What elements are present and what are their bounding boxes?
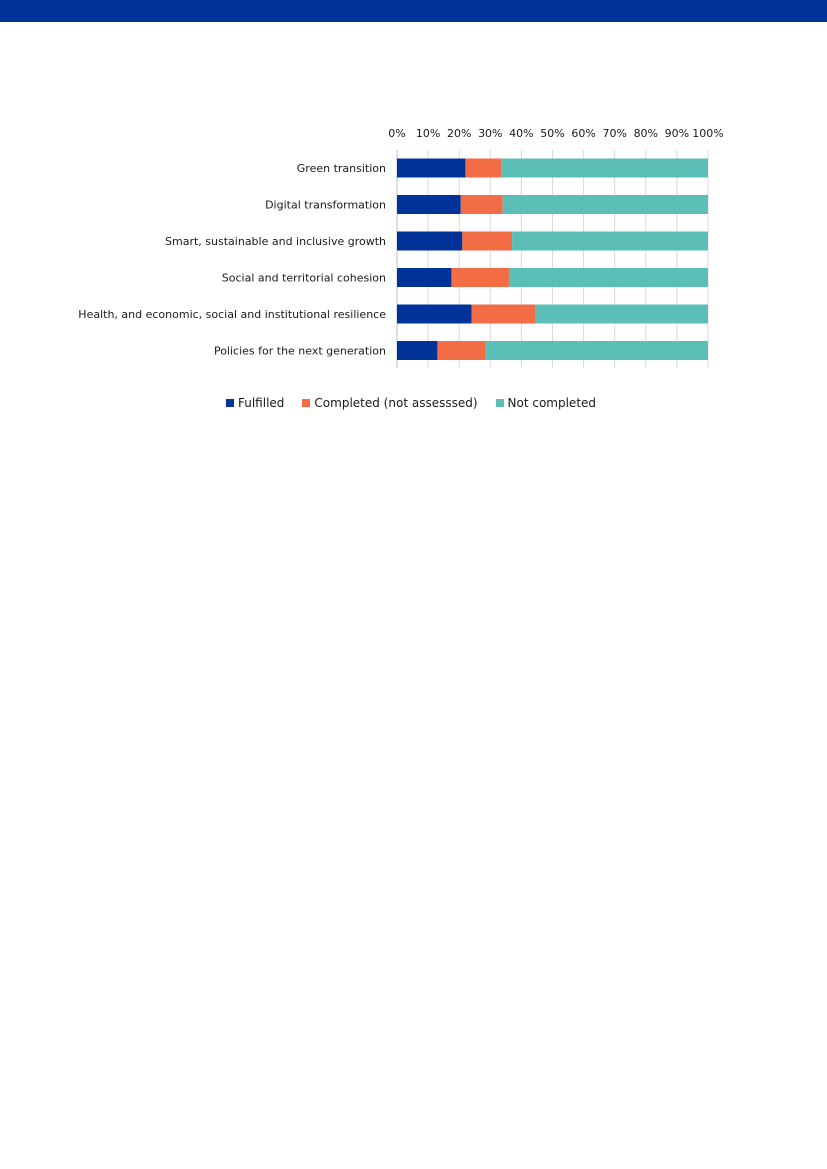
bar-segment [397,159,465,178]
legend-swatch-not-completed [496,399,504,407]
legend-item-completed [302,396,477,410]
bar-segment [462,232,512,251]
x-tick-label: 10% [415,127,441,140]
category-label: Green transition [296,162,386,175]
legend-swatch-completed [302,399,310,407]
bar-segment [397,341,437,360]
bar-segment [397,268,451,287]
x-tick-label: 70% [602,127,627,140]
x-axis-ticks [388,127,723,140]
gridlines [397,150,708,368]
bar-segment [501,159,708,178]
category-label: Smart, sustainable and inclusive growth [165,235,386,248]
x-tick-label: 0% [388,127,406,140]
bar-segment [509,268,708,287]
x-tick-label: 50% [540,127,565,140]
legend [226,396,614,410]
x-tick-label: 100% [692,127,724,140]
bar-segment [503,195,708,214]
bar-segment [486,341,708,360]
bar-segment [512,232,708,251]
bar-segment [397,195,461,214]
bar-segment [397,232,462,251]
bar-segment [397,305,472,324]
category-label: Social and territorial cohesion [221,271,386,285]
bar-segment [535,305,708,324]
category-label: Digital transformation [265,198,386,212]
bar-segment [461,195,503,214]
x-tick-label: 30% [478,127,503,140]
category-label: Health, and economic, social and institutional resilience [78,308,386,321]
legend-item-fulfilled [226,396,284,410]
legend-swatch-fulfilled [226,399,234,407]
x-tick-label: 60% [571,127,596,140]
bar-segment [437,341,485,360]
category-label: Policies for the next generation [213,344,386,358]
x-tick-label: 40% [509,127,534,140]
category-labels [78,162,386,358]
legend-item-not-completed [496,396,597,410]
legend-label-fulfilled: Fulfilled [238,396,285,410]
x-tick-label: 80% [633,127,659,140]
stacked-bar-chart [0,0,827,430]
legend-label-completed: Completed (not assesssed) [314,396,478,410]
legend-label-not-completed: Not completed [507,396,597,410]
bar-segment [472,305,536,324]
x-tick-label: 90% [664,127,690,140]
bar-segment [451,268,509,287]
bar-segment [465,159,501,178]
x-tick-label: 20% [446,127,472,140]
